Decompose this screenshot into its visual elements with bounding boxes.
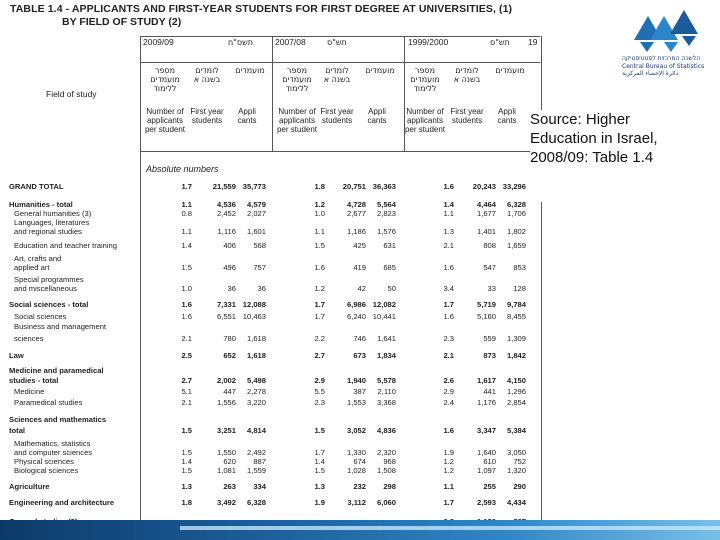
table-cell: 3.4 [443, 284, 454, 293]
table-cell: 4,728 [346, 200, 366, 209]
col-divider [272, 36, 273, 151]
table-cell: 2.9 [314, 376, 325, 385]
table-cell: 1,401 [476, 227, 496, 236]
table-cell: 1.6 [443, 263, 454, 272]
table-cell: 290 [513, 482, 526, 491]
col-header-first-year: First year students [320, 107, 354, 125]
table-cell: 1.6 [314, 263, 325, 272]
table-cell: 2.1 [181, 398, 192, 407]
table-cell: 685 [383, 263, 396, 272]
col-header-applicants-per-student: Number of applicants per student [404, 107, 446, 134]
table-cell: 1.5 [314, 241, 325, 250]
hebrew-col-header: מספר מועמדים ללימוד [282, 66, 312, 93]
row-label: Education and teacher training [14, 241, 118, 250]
table-cell: 1.5 [181, 426, 192, 435]
row-label: total [9, 426, 26, 435]
year-label: 2009/09 [143, 37, 174, 47]
table-cell: 1.3 [181, 482, 192, 491]
table-cell: 20,751 [342, 182, 366, 191]
table-cell: 1.7 [443, 498, 454, 507]
table-cell: 6,986 [346, 300, 366, 309]
row-label: General humanities (3) [14, 209, 92, 218]
table-cell: 1.4 [314, 457, 325, 466]
table-cell: 1,677 [476, 209, 496, 218]
table-cell: 2,823 [376, 209, 396, 218]
table-cell: 9,784 [506, 300, 526, 309]
table-cell: 780 [223, 334, 236, 343]
hebrew-col-header: מספר מועמדים ללימוד [150, 66, 180, 93]
row-label: Medicine [14, 387, 45, 396]
table-cell: 652 [223, 351, 236, 360]
table-cell: 2.7 [181, 376, 192, 385]
table-cell: 1.2 [443, 466, 454, 475]
table-cell: 6,328 [246, 498, 266, 507]
hebrew-col-header: מועמדים [235, 66, 265, 75]
table-cell: 4,464 [476, 200, 496, 209]
hebrew-col-header: לומדים בשנה א [453, 66, 481, 84]
table-cell: 1,640 [476, 448, 496, 457]
hebrew-year-label: תש"ס [327, 38, 347, 47]
table-cell: 1.5 [181, 448, 192, 457]
table-cell: 21,559 [212, 182, 236, 191]
table-cell: 20,243 [472, 182, 496, 191]
table-cell: 5,384 [506, 426, 526, 435]
table-cell: 2.3 [314, 398, 325, 407]
table-cell: 298 [383, 482, 396, 491]
table-cell: 1.4 [181, 457, 192, 466]
table-cell: 1.7 [314, 300, 325, 309]
table-cell: 2.9 [443, 387, 454, 396]
row-label: Paramedical studies [14, 398, 83, 407]
table-cell: 4,836 [376, 426, 396, 435]
table-cell: 1,576 [376, 227, 396, 236]
table-cell: 631 [383, 241, 396, 250]
table-cell: 33,296 [502, 182, 526, 191]
table-cell: 1,802 [506, 227, 526, 236]
table-cell: 6,551 [216, 312, 236, 321]
table-cell: 1.7 [314, 312, 325, 321]
table-cell: 5,498 [246, 376, 266, 385]
table-cell: 752 [513, 457, 526, 466]
table-cell: 4,536 [216, 200, 236, 209]
table-cell: 1.6 [181, 300, 192, 309]
year-label: 2007/08 [275, 37, 306, 47]
table-cell: 128 [513, 284, 526, 293]
hebrew-col-header: מספר מועמדים ללימוד [410, 66, 440, 93]
table-cell: 4,150 [506, 376, 526, 385]
table-cell: 3,052 [346, 426, 366, 435]
logo-caption [622, 55, 718, 78]
table-cell: 1,081 [216, 466, 236, 475]
row-label: Art, crafts and [14, 254, 62, 263]
table-cell: 255 [483, 482, 496, 491]
table-cell: 620 [223, 457, 236, 466]
table-cell: 746 [353, 334, 366, 343]
table-cell: 757 [253, 263, 266, 272]
table-cell: 3,492 [216, 498, 236, 507]
table-cell: 33 [487, 284, 496, 293]
table-cell: 2.5 [181, 351, 192, 360]
table-cell: 36,363 [372, 182, 396, 191]
row-label: Physical sciences [14, 457, 74, 466]
table-cell: 2,593 [476, 498, 496, 507]
table-cell: 1.5 [181, 466, 192, 475]
table-cell: 1,296 [506, 387, 526, 396]
table-cell: 547 [483, 263, 496, 272]
row-label: Special programmes [14, 275, 84, 284]
table-cell: 1,186 [346, 227, 366, 236]
table-cell: 1,176 [476, 398, 496, 407]
row-label: Law [9, 351, 24, 360]
table-cell: 10,441 [372, 312, 396, 321]
year-label: 19 [528, 37, 538, 47]
row-label: Languages, literatures [14, 218, 90, 227]
table-cell: 1,028 [346, 466, 366, 475]
row-label: Social sciences - total [9, 300, 89, 309]
table-cell: 0.8 [181, 209, 192, 218]
col-header-first-year: First year students [450, 107, 484, 125]
hebrew-col-header: מועמדים [365, 66, 395, 75]
logo-arabic: دائرة الإحصاء المركزية [622, 70, 679, 77]
table-cell: 1,309 [506, 334, 526, 343]
hebrew-year-label: תשס"ח [228, 38, 254, 47]
row-label: Social sciences [14, 312, 67, 321]
table-cell: 10,463 [242, 312, 266, 321]
table-cell: 12,088 [242, 300, 266, 309]
table-cell: 1.7 [314, 448, 325, 457]
table-cell: 2,027 [246, 209, 266, 218]
table-title: TABLE 1.4 - APPLICANTS AND FIRST-YEAR STUDENTS FOR FIRST DEGREE AT UNIVERSITIES, (1) [10, 3, 513, 15]
header-top-rule [140, 36, 540, 37]
table-cell: 8,455 [506, 312, 526, 321]
row-label: Biological sciences [14, 466, 79, 475]
table-cell: 808 [483, 241, 496, 250]
table-cell: 2.1 [443, 241, 454, 250]
table-cell: 1.9 [443, 448, 454, 457]
table-cell: 42 [357, 284, 366, 293]
table-cell: 1.2 [314, 284, 325, 293]
table-cell: 1,097 [476, 466, 496, 475]
row-label: GRAND TOTAL [9, 182, 64, 191]
table-cell: 2.1 [443, 351, 454, 360]
table-cell: 1,706 [506, 209, 526, 218]
table-cell: 1,618 [246, 334, 266, 343]
table-cell: 1,116 [217, 227, 236, 236]
table-cell: 2.2 [314, 334, 325, 343]
table-cell: 50 [387, 284, 396, 293]
row-label: studies - total [9, 376, 59, 385]
table-cell: 1.0 [181, 284, 192, 293]
hebrew-year-label: תש"ס [490, 38, 510, 47]
table-subtitle: BY FIELD OF STUDY (2) [62, 16, 182, 28]
table-cell: 1.1 [443, 482, 454, 491]
row-label: Engineering and architecture [9, 498, 115, 507]
table-cell: 1,659 [506, 241, 526, 250]
table-cell: 1.1 [181, 200, 192, 209]
table-cell: 1,330 [346, 448, 366, 457]
table-cell: 3,251 [216, 426, 236, 435]
table-cell: 559 [483, 334, 496, 343]
table-cell: 1.5 [314, 426, 325, 435]
table-cell: 1.0 [314, 209, 325, 218]
table-cell: 419 [353, 263, 366, 272]
source-note: Source: Higher Education in Israel, 2008/09: Table 1.4 [530, 110, 690, 202]
col-header-applicants: Appli cants [237, 107, 257, 125]
table-cell: 2,320 [376, 448, 396, 457]
table-cell: 5,719 [476, 300, 496, 309]
table-cell: 1,556 [216, 398, 236, 407]
table-cell: 36 [227, 284, 236, 293]
table-cell: 406 [223, 241, 236, 250]
table-cell: 1.8 [181, 498, 192, 507]
table-cell: 1.7 [181, 182, 192, 191]
table-cell: 425 [353, 241, 366, 250]
table-cell: 5.5 [314, 387, 325, 396]
table-cell: 1.4 [181, 241, 192, 250]
table-cell: 334 [253, 482, 266, 491]
row-label: Business and management [14, 322, 107, 331]
header-mid-rule [140, 62, 540, 63]
col-header-applicants-per-student: Number of applicants per student [276, 107, 318, 134]
table-cell: 447 [223, 387, 236, 396]
table-cell: 1,641 [376, 334, 396, 343]
table-cell: 5,564 [376, 200, 396, 209]
field-of-study-label: Field of study [46, 89, 97, 99]
table-cell: 5,578 [376, 376, 396, 385]
table-cell: 2,110 [377, 387, 396, 396]
table-cell: 1.9 [314, 498, 325, 507]
table-cell: 1,550 [216, 448, 236, 457]
table-cell: 1,559 [246, 466, 266, 475]
table-cell: 673 [353, 351, 366, 360]
table-cell: 36 [257, 284, 266, 293]
table-cell: 2.4 [443, 398, 454, 407]
table-cell: 2.3 [443, 334, 454, 343]
row-label: and regional studies [14, 227, 82, 236]
table-cell: 1.8 [314, 182, 325, 191]
table-cell: 263 [223, 482, 236, 491]
table-cell: 1.7 [443, 300, 454, 309]
col-header-first-year: First year students [190, 107, 224, 125]
table-cell: 1,320 [506, 466, 526, 475]
table-cell: 1.3 [314, 482, 325, 491]
hebrew-col-header: מועמדים [495, 66, 525, 75]
table-cell: 7,331 [216, 300, 236, 309]
table-cell: 4,434 [506, 498, 526, 507]
table-cell: 2.7 [314, 351, 325, 360]
row-label: Mathematics, statistics [14, 439, 91, 448]
table-cell: 3,050 [506, 448, 526, 457]
footer-stripe [180, 526, 720, 530]
footer-band [0, 520, 720, 540]
row-label: Agriculture [9, 482, 50, 491]
table-cell: 1,618 [246, 351, 266, 360]
table-cell: 6,060 [376, 498, 396, 507]
table-cell: 3,347 [476, 426, 496, 435]
table-cell: 1.4 [443, 200, 454, 209]
header-bottom-rule [140, 151, 540, 152]
hebrew-col-header: לומדים בשנה א [193, 66, 221, 84]
row-label: Medicine and paramedical [9, 366, 104, 375]
table-cell: 5,160 [476, 312, 496, 321]
table-cell: 1.6 [443, 426, 454, 435]
table-cell: 1,842 [506, 351, 526, 360]
table-cell: 12,082 [372, 300, 396, 309]
table-cell: 1,617 [476, 376, 496, 385]
table-cell: 674 [353, 457, 366, 466]
table-cell: 1.1 [181, 227, 192, 236]
table-cell: 1,508 [376, 466, 396, 475]
table-cell: 4,579 [246, 200, 266, 209]
table-cell: 6,328 [506, 200, 526, 209]
table-cell: 387 [353, 387, 366, 396]
table-cell: 1,940 [346, 376, 366, 385]
table-cell: 968 [383, 457, 396, 466]
table-cell: 232 [353, 482, 366, 491]
row-label: and computer sciences [14, 448, 93, 457]
table-cell: 887 [253, 457, 266, 466]
table-cell: 1.6 [443, 182, 454, 191]
table-cell: 1.5 [181, 263, 192, 272]
row-label: Sciences and mathematics [9, 415, 107, 424]
table-cell: 1.1 [314, 227, 325, 236]
table-cell: 610 [483, 457, 496, 466]
table-cell: 1.6 [443, 312, 454, 321]
table-cell: 1.3 [443, 227, 454, 236]
logo-hebrew: הלשכה המרכזית לסטטיסטיקה [622, 55, 701, 62]
logo-english: Central Bureau of Statistics [622, 62, 705, 70]
table-cell: 1.5 [314, 466, 325, 475]
table-cell: 2,452 [216, 209, 236, 218]
table-cell: 2,854 [506, 398, 526, 407]
table-cell: 2,278 [246, 387, 266, 396]
table-cell: 6,240 [346, 312, 366, 321]
absolute-numbers-label: Absolute numbers [146, 164, 219, 174]
table-cell: 3,220 [246, 398, 266, 407]
col-header-applicants-per-student: Number of applicants per student [144, 107, 186, 134]
row-label: sciences [14, 334, 44, 343]
row-label: and miscellaneous [14, 284, 77, 293]
table-cell: 2.6 [443, 376, 454, 385]
table-cell: 2.1 [181, 334, 192, 343]
table-cell: 568 [253, 241, 266, 250]
table-cell: 1.2 [314, 200, 325, 209]
table-cell: 1,553 [346, 398, 366, 407]
col-header-applicants: Appli cants [367, 107, 387, 125]
table-cell: 1.6 [181, 312, 192, 321]
table-cell: 1,601 [246, 227, 266, 236]
table-cell: 2,677 [346, 209, 366, 218]
table-cell: 1,834 [376, 351, 396, 360]
table-cell: 1.1 [443, 209, 454, 218]
table-cell: 3,112 [347, 498, 366, 507]
table-cell: 3,368 [376, 398, 396, 407]
table-cell: 35,773 [242, 182, 266, 191]
row-label: Humanities - total [9, 200, 73, 209]
hebrew-col-header: לומדים בשנה א [323, 66, 351, 84]
table-cell: 2,002 [216, 376, 236, 385]
table-cell: 496 [223, 263, 236, 272]
table-cell: 853 [513, 263, 526, 272]
table-cell: 5.1 [181, 387, 192, 396]
col-header-applicants: Appli cants [497, 107, 517, 125]
table-cell: 441 [483, 387, 496, 396]
table-cell: 4,814 [246, 426, 266, 435]
table-cell: 1.2 [443, 457, 454, 466]
table-cell: 873 [483, 351, 496, 360]
row-label: applied art [14, 263, 50, 272]
table-cell: 2,492 [246, 448, 266, 457]
year-label: 1999/2000 [408, 37, 449, 47]
